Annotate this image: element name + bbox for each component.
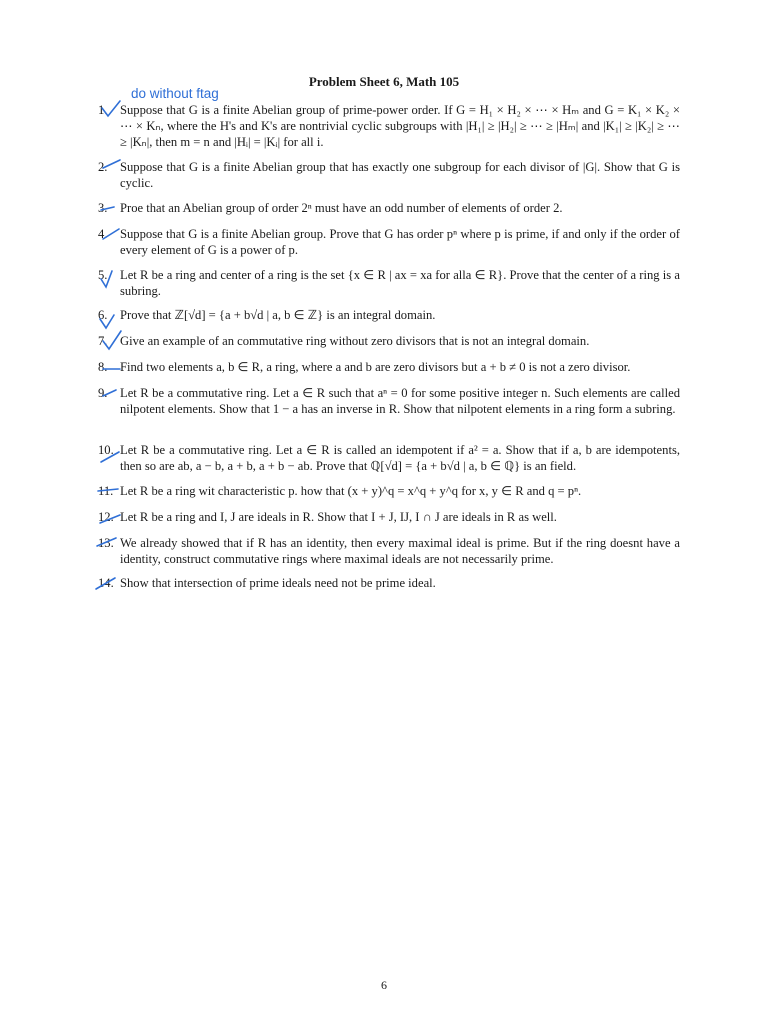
strike-mark-13 bbox=[97, 538, 116, 546]
strike-mark-4 bbox=[103, 229, 119, 239]
problem-number: 2. bbox=[98, 160, 108, 174]
strike-mark-3 bbox=[101, 207, 114, 210]
problem-number: 3. bbox=[98, 201, 108, 215]
problem-number: 11. bbox=[98, 484, 114, 498]
strike-mark-12 bbox=[100, 515, 120, 523]
strike-mark-9 bbox=[103, 390, 116, 396]
check-mark-7 bbox=[103, 331, 121, 349]
problem-text: Proe that an Abelian group of order 2ⁿ must have an odd number of elements of order 2. bbox=[120, 201, 563, 215]
problem-number: 7. bbox=[98, 334, 108, 348]
strike-mark-11 bbox=[98, 489, 118, 491]
problem-text: Let R be a commutative ring. Let a ∈ R such that aⁿ = 0 for some positive integer n. Such elements are called nilpotent elements. Show that 1 − a has an inverse in R. Show that nilpotent elements in a ring form a subring. bbox=[120, 386, 680, 416]
problem-text: Show that intersection of prime ideals need not be prime ideal. bbox=[120, 576, 436, 590]
check-mark-1 bbox=[102, 101, 120, 116]
problem-text: Suppose that G is a finite Abelian group. Prove that G has order pⁿ where p is prime, if and only if the order of every element of G is a power of p. bbox=[120, 227, 680, 257]
problem-number: 8. bbox=[98, 360, 108, 374]
problem-number: 14. bbox=[98, 576, 114, 590]
page-number: 6 bbox=[381, 978, 387, 992]
strike-mark-14 bbox=[96, 578, 115, 589]
problem-text: Find two elements a, b ∈ R, a ring, where a and b are zero divisors but a + b ≠ 0 is not a zero divisor. bbox=[120, 360, 631, 374]
problem-text: Let R be a ring and I, J are ideals in R. Show that I + J, IJ, I ∩ J are ideals in R as well. bbox=[120, 510, 557, 524]
problem-number: 10. bbox=[98, 443, 114, 457]
problem-text: Let R be a ring wit characteristic p. how that (x + y)^q = x^q + y^q for x, y ∈ R and q = pⁿ. bbox=[120, 484, 582, 498]
problem-number: 6. bbox=[98, 308, 108, 322]
strike-mark-2 bbox=[103, 160, 120, 168]
problem-number: 4. bbox=[98, 227, 108, 241]
check-mark-6 bbox=[100, 315, 114, 328]
problem-number: 9. bbox=[98, 386, 108, 400]
problem-number: 12. bbox=[98, 510, 114, 524]
handwritten-note: do without ftag bbox=[131, 86, 219, 101]
problem-number: 13. bbox=[98, 536, 114, 550]
strike-mark-10 bbox=[101, 452, 119, 462]
problem-number: 1. bbox=[98, 103, 108, 117]
problem-text: Let R be a commutative ring. Let a ∈ R is called an idempotent if a² = a. Show that if a, b are idempotents, then so are ab, a − b, a + b, a + b − ab. Prove that ℚ[√d] = {a + b√d | a, b ∈ ℚ} is an field. bbox=[120, 443, 680, 473]
problem-text: Give an example of an commutative ring without zero divisors that is not an integral domain. bbox=[120, 334, 590, 348]
problem-text: Suppose that G is a finite Abelian group that has exactly one subgroup for each divisor of |G|. Show that G is cyclic. bbox=[120, 160, 680, 190]
problem-text: Suppose that G is a finite Abelian group of prime-power order. If G = H₁ × H₂ × ⋯ × Hₘ and G = K₁ × K₂ × ⋯ × Kₙ, where the H's and K's are nontrivial cyclic subgroups with |H₁| ≥ |H₂| ≥ ⋯ ≥ |Hₘ| and |K₁| ≥ |K₂| ≥ ⋯ ≥ |Kₙ|, then m = n and |Hᵢ| = |Kᵢ| for all i. bbox=[120, 103, 680, 149]
check-mark-5 bbox=[101, 271, 112, 287]
problem-text: Let R be a ring and center of a ring is the set {x ∈ R | ax = xa for alla ∈ R}. Prove that the center of a ring is a subring. bbox=[120, 268, 680, 298]
problem-number: 5. bbox=[98, 268, 108, 282]
problem-text: We already showed that if R has an identity, then every maximal ideal is prime. But if the ring doesnt have a identity, construct commutative rings where maximal ideals are not necessarily prime. bbox=[120, 536, 680, 566]
problem-text: Prove that ℤ[√d] = {a + b√d | a, b ∈ ℤ} is an integral domain. bbox=[120, 308, 436, 322]
page-title: Problem Sheet 6, Math 105 bbox=[308, 74, 460, 89]
